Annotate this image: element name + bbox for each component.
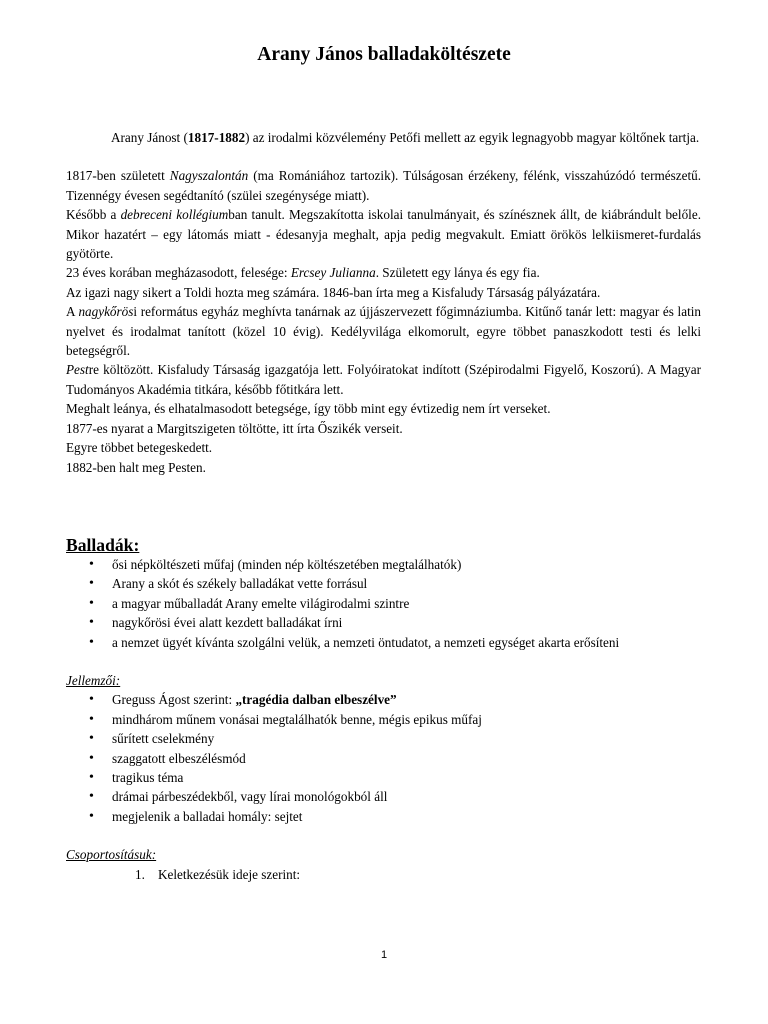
csoport-list <box>66 865 701 884</box>
bio-line-death: 1882-ben halt meg Pesten. <box>66 459 206 475</box>
bio-text: (ma Romániához tartozik). Túlságosan érzékeny, félénk, visszahúzódó természetű. Tizennégy évesen segédtanító (szülei szegénysége miatt). <box>66 168 701 203</box>
intro-text-2: ) az irodalmi közvélemény Petőfi mellett az egyik legnagyobb magyar költőnek tartja. <box>245 130 700 145</box>
bio-place: Nagyszalontán <box>169 168 249 184</box>
list-item: • ősi népköltészeti műfaj (minden nép költészetében megtalálhatók) <box>112 555 701 574</box>
bio-text: Később a <box>66 207 121 223</box>
list-item-text: Greguss Ágost szerint: <box>112 692 236 708</box>
balladak-list <box>66 555 701 652</box>
list-item: • mindhárom műnem vonásai megtalálhatók benne, mégis epikus műfaj <box>112 710 701 729</box>
bio-line-sick: Egyre többet betegeskedett. <box>66 440 213 456</box>
bio-text: 1817-ben született <box>66 168 170 184</box>
document-title: Arany János balladaköltészete <box>257 44 511 65</box>
list-item: • szaggatott elbeszélésmód <box>112 749 701 768</box>
bio-text: . Született egy lánya és egy fia. <box>375 265 540 281</box>
list-item: • megjelenik a balladai homály: sejtet <box>112 807 701 826</box>
bio-text: i református egyház meghívta tanárnak az újjászervezett főgimnáziumba. Kitűnő tanár lett: magyar és latin nyelvet és irodalmat tanított (közel 10 évig). Kedélyvilága elkomorult, egyre többet panaszkodott testi és lelki betegségről. <box>66 304 701 359</box>
bio-line-marriage <box>66 263 701 282</box>
bio-city: Pest <box>66 362 89 378</box>
bio-wife: Ercsey Julianna <box>290 265 376 281</box>
intro-years: 1817-1882 <box>187 130 246 145</box>
bio-line-illness: Meghalt leánya, és elhatalmasodott betegsége, így több mint egy évtizedig nem írt verseket. <box>66 401 551 417</box>
list-item: • drámai párbeszédekből, vagy lírai monológokból áll <box>112 787 701 806</box>
intro-paragraph <box>66 128 701 147</box>
balladak-heading: Balladák: <box>66 534 140 555</box>
bio-line-studies <box>66 205 701 263</box>
quote-text: „tragédia dalban elbeszélve” <box>235 692 397 708</box>
list-item: • nagykőrösi évei alatt kezdett balladákat írni <box>112 613 701 632</box>
page-number: 1 <box>380 949 388 961</box>
document-body <box>66 128 701 884</box>
jellemzoi-heading: Jellemzői: <box>66 672 121 688</box>
list-item: • tragikus téma <box>112 768 701 787</box>
bio-line-nagykoros <box>66 302 701 360</box>
list-item: • a magyar műballadát Arany emelte világirodalmi szintre <box>112 594 701 613</box>
bio-line-oszikek: 1877-es nyarat a Margitszigeten töltötte, itt írta Őszikék verseit. <box>66 420 403 436</box>
list-item: • Arany a skót és székely balladákat vette forrásul <box>112 574 701 593</box>
intro-text: Arany Jánost ( <box>111 130 188 145</box>
bio-line-pest <box>66 360 701 399</box>
bio-line-birth <box>66 166 701 205</box>
list-item <box>112 690 701 709</box>
bio-school: debreceni kollégium <box>120 207 229 223</box>
jellemzoi-list <box>66 690 701 826</box>
numbered-item: 1. Keletkezésük ideje szerint: <box>158 865 701 884</box>
list-item: • sűrített cselekmény <box>112 729 701 748</box>
bio-town: nagykőrös <box>78 304 134 320</box>
list-item: • a nemzet ügyét kívánta szolgálni velük, a nemzeti öntudatot, a nemzeti egységet akarta erősíteni <box>112 633 701 652</box>
bio-text: re költözött. Kisfaludy Társaság igazgatója lett. Folyóiratokat indított (Szépirodalmi Figyelő, Koszorú). A Magyar Tudományos Akadémia titkára, később főtitkára lett. <box>66 362 701 397</box>
csoport-heading: Csoportosításuk: <box>66 847 157 863</box>
bio-text: ban tanult. Megszakította iskolai tanulmányait, és színésznek állt, de kiábrándult belőle. Mikor hazatért – egy látomás miatt - édesanyja meghalt, apja pedig megvakult. Emiatt örökös lelkiismeret-furdalás gyötörte. <box>66 207 701 262</box>
bio-line-toldi: Az igazi nagy sikert a Toldi hozta meg számára. 1846-ban írta meg a Kisfaludy Társaság pályázatára. <box>66 284 601 300</box>
bio-text: 23 éves korában megházasodott, felesége: <box>66 265 291 281</box>
bio-text: A <box>66 304 79 320</box>
